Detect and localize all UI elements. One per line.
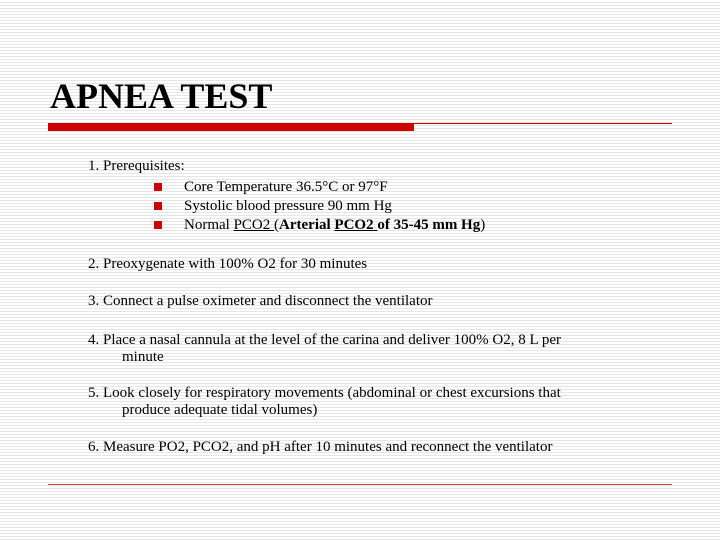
- list-item-respiratory-movements: [88, 385, 678, 419]
- title-underline-thin: [414, 123, 672, 124]
- red-square-bullet-icon: [154, 221, 162, 229]
- footer-rule: [48, 484, 672, 485]
- item-text: 6. Measure PO2, PCO2, and pH after 10 minutes and reconnect the ventilator: [88, 439, 553, 455]
- list-item-measure: [88, 439, 678, 456]
- pco2-normal-label: Normal: [184, 217, 234, 233]
- item-text-line1: 4. Place a nasal cannula at the level of the carina and deliver 100% O2, 8 L per: [88, 332, 561, 348]
- item-text-line2: minute: [122, 349, 164, 365]
- item-text: 3. Connect a pulse oximeter and disconnect the ventilator: [88, 293, 433, 309]
- slide-title: APNEA TEST: [50, 76, 273, 116]
- list-item-preoxygenate: [88, 256, 678, 273]
- item-text-line1: 5. Look closely for respiratory movements (abdominal or chest excursions that: [88, 385, 561, 401]
- item-text: 1. Prerequisites:: [88, 158, 185, 174]
- arterial-pco2-term: PCO2: [334, 217, 378, 233]
- sublist-item-blood-pressure: [154, 198, 485, 217]
- red-square-bullet-icon: [154, 183, 162, 191]
- list-item-pulse-oximeter: [88, 293, 678, 310]
- list-item-prerequisites: [88, 158, 678, 175]
- item-text-line2: produce adequate tidal volumes): [122, 402, 318, 418]
- item-text: 2. Preoxygenate with 100% O2 for 30 minutes: [88, 256, 368, 272]
- sublist-item-temperature: [154, 179, 485, 198]
- sublist-item-text: Systolic blood pressure 90 mm Hg: [184, 198, 392, 214]
- pco2-range: of 35-45 mm Hg: [377, 217, 481, 233]
- prerequisites-sublist: [154, 179, 485, 236]
- sublist-item-text: Core Temperature 36.5°C or 97°F: [184, 179, 388, 195]
- open-paren: (: [274, 217, 280, 233]
- pco2-term: PCO2: [233, 217, 275, 233]
- red-square-bullet-icon: [154, 202, 162, 210]
- sublist-item-pco2: [154, 217, 485, 236]
- close-paren: ): [480, 217, 486, 233]
- list-item-nasal-cannula: [88, 332, 678, 366]
- arterial-label: Arterial: [279, 217, 335, 233]
- title-underline-thick: [48, 123, 414, 131]
